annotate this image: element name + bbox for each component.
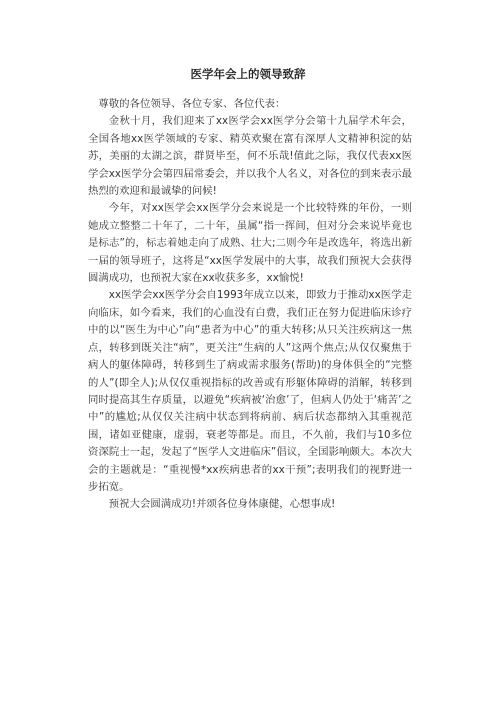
salutation: 尊敬的各位领导、各位专家、各位代表： <box>98 98 286 110</box>
paragraph-history: xx医学会xx医学分会自1993年成立以来，即致力于推动xx医学走向临床，如今看来，我们的心血没有白费，我们正在努力促进临床诊疗中的以“医生为中心”向“患者为中心”的重大转移;从只关注疾病这一焦点，转移到既关注“病”，更关注“生病的人”这两个焦点;从仅仅聚焦于病人的躯体障碍，转移到生了病或需求服务(帮助)的身体俱全的“完整的人”(即全人);从仅仅重视指标的改善或有形躯体障碍的消解，转移到同时提高其生存质量，以避免“疾病被‘治愈’了，但病人仍处于‘痛苦’之中”的尴尬;从仅仅关注病中状态到将病前、病后状态都纳入其重视范围，诸如亚健康，虚弱，衰老等都是。而且，不久前，我们与10多位资深院士一起，发起了“医学人文进临床”倡议，全国影响颇大。本次大会的主题就是：“重视慢*xx疾病患者的xx干预”;表明我们的视野进一步拓宽。 <box>88 289 412 493</box>
document-body <box>88 96 412 514</box>
paragraph-closing: 预祝大会圆满成功!并颂各位身体康健，心想事成! <box>108 498 336 511</box>
paragraph-welcome: 金秋十月，我们迎来了xx医学会xx医学分会第十九届学术年会，全国各地xx医学领域的专家、精英欢聚在富有深厚人文精神积淀的姑苏，美丽的太湖之滨，群贤毕至，何不乐哉!值此之际，我仅代表xx医学会xx医学分会第四届常委会，并以我个人名义，对各位的到来表示最热烈的欢迎和最诚挚的问候! <box>88 115 413 198</box>
page-title: 医学年会上的领导致辞 <box>190 67 306 81</box>
paragraph-anniversary: 今年，对xx医学会xx医学分会来说是一个比较特殊的年份，一则她成立整整二十年了，二十年，虽属“指一挥间，但对分会来说毕竟也是标志”的，标志着她走向了成熟、壮大;二则今年是改选年，将选出新一届的领导班子，这将是“xx医学发展中的大事，故我们预祝大会获得圆满成功，也预祝大家在xx收获多多，xx愉悦! <box>88 202 412 285</box>
